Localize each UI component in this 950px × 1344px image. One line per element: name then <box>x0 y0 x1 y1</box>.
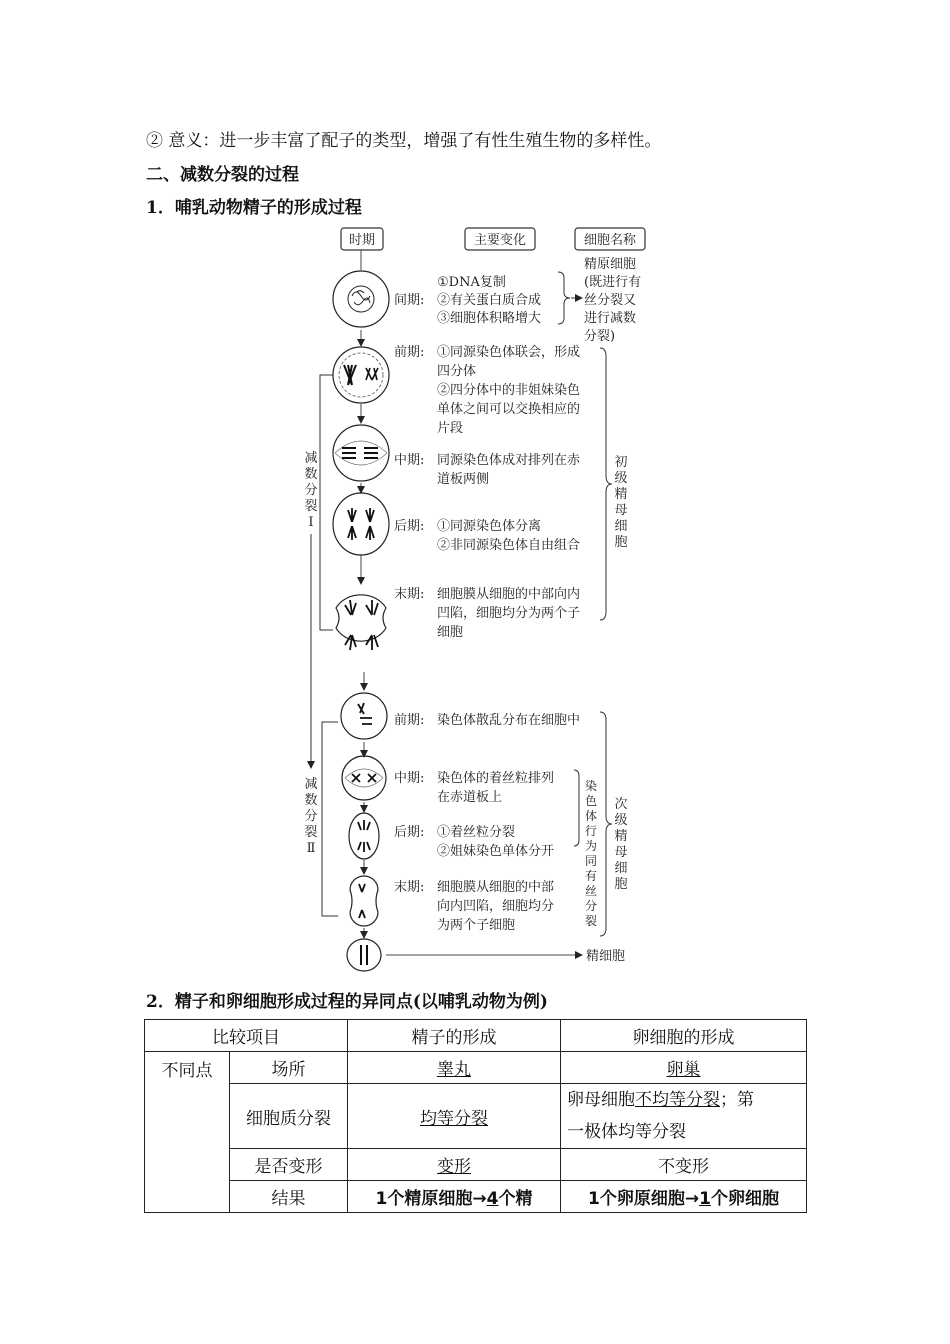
header-changes: 主要变化 <box>473 233 527 248</box>
egg-text-underlined: 不均等分裂 <box>635 1090 720 1110</box>
row-sperm: 变形 <box>348 1149 561 1181</box>
row-item: 结果 <box>230 1181 348 1213</box>
interphase-cellname-2: (既进行有 <box>584 275 642 290</box>
m1-prophase-line-1: ①同源染色体联会，形成 <box>437 345 581 360</box>
row-egg: 卵巢 <box>561 1052 807 1084</box>
m1-telophase-label: 末期: <box>394 587 425 602</box>
table-row <box>145 1149 807 1181</box>
m2-note-5: 为 <box>584 839 598 853</box>
header-compare-item: 比较项目 <box>145 1020 348 1052</box>
row-egg <box>561 1084 807 1149</box>
meiosis1-label-1: 减 <box>304 451 318 466</box>
m1-telophase-line-1: 细胞膜从细胞的中部向内 <box>437 587 581 602</box>
meiosis1-bracket <box>320 375 333 630</box>
row-item: 场所 <box>230 1052 348 1084</box>
header-egg: 卵细胞的形成 <box>561 1020 807 1052</box>
m2-telophase-line-3: 为两个子细胞 <box>437 918 516 933</box>
table-row <box>145 1181 807 1213</box>
meiosis1-cellname-brace <box>600 348 612 620</box>
meiosis1-telophase-cell <box>336 595 386 650</box>
m1-telophase-line-3: 细胞 <box>437 625 464 640</box>
m2-cellname-4: 母 <box>614 845 628 860</box>
final-cell-label: 精细胞 <box>586 949 626 964</box>
meiosis2-label-2: 数 <box>304 793 318 808</box>
section-2-title: 二、减数分裂的过程 <box>146 165 299 185</box>
m2-metaphase-line-1: 染色体的着丝粒排列 <box>437 771 555 786</box>
m1-cellname-3: 精 <box>614 487 628 502</box>
m2-cellname-1: 次 <box>614 797 628 812</box>
m2-anaphase-line-2: ②姐妹染色单体分开 <box>437 844 555 859</box>
m1-telophase-line-2: 凹陷，细胞均分为两个子 <box>437 606 581 621</box>
m2-cellname-6: 胞 <box>614 877 628 892</box>
m1-prophase-line-2: 四分体 <box>437 364 477 379</box>
interphase-cellname-5: 分裂) <box>584 329 616 344</box>
m2-telophase-line-1: 细胞膜从细胞的中部 <box>437 880 555 895</box>
row-sperm: 均等分裂 <box>348 1084 561 1149</box>
meiosis2-cellname-brace <box>600 712 612 936</box>
m1-anaphase-label: 后期: <box>394 519 425 534</box>
m2-metaphase-line-2: 在赤道板上 <box>437 790 503 805</box>
m1-cellname-6: 胞 <box>614 535 628 550</box>
m2-note-brace-left <box>574 770 579 846</box>
meiosis2-anaphase-cell <box>349 813 379 859</box>
header-sperm: 精子的形成 <box>348 1020 561 1052</box>
subsection-1-title: 1．哺乳动物精子的形成过程 <box>146 198 362 218</box>
m1-prophase-line-3: ②四分体中的非姐妹染色 <box>437 383 581 398</box>
meiosis1-label-4: 裂 <box>304 499 318 514</box>
row-item: 细胞质分裂 <box>230 1084 348 1149</box>
table-row <box>145 1084 807 1149</box>
sperm-result-number: 4 <box>486 1189 499 1209</box>
m1-cellname-1: 初 <box>614 455 628 470</box>
m1-metaphase-line-1: 同源染色体成对排列在赤 <box>437 453 581 468</box>
m2-anaphase-line-1: ①着丝粒分裂 <box>437 825 516 840</box>
m2-note-1: 染 <box>584 779 598 793</box>
egg-result-b: 个卵细胞 <box>710 1189 779 1209</box>
meiosis2-label-3: 分 <box>304 809 318 824</box>
m2-note-4: 行 <box>584 824 598 838</box>
egg-text-a: 卵母细胞 <box>567 1090 635 1110</box>
subsection-2-title: 2．精子和卵细胞形成过程的异同点(以哺乳动物为例) <box>146 992 548 1012</box>
m1-prophase-line-4: 单体之间可以交换相应的 <box>437 402 581 417</box>
m2-anaphase-label: 后期: <box>394 825 425 840</box>
egg-result-a: 1个卵原细胞→ <box>588 1189 700 1209</box>
m2-cellname-5: 细 <box>614 861 628 876</box>
meiosis2-metaphase-cell <box>342 756 386 800</box>
m2-telophase-label: 末期: <box>394 880 425 895</box>
sperm-cell <box>347 939 381 971</box>
row-egg <box>561 1181 807 1213</box>
m1-prophase-label: 前期: <box>394 345 425 360</box>
m2-telophase-line-2: 向内凹陷，细胞均分 <box>437 899 555 914</box>
row-sperm: 睾丸 <box>348 1052 561 1084</box>
row-egg: 不变形 <box>561 1149 807 1181</box>
egg-result-number: 1 <box>699 1189 711 1209</box>
m2-cellname-2: 级 <box>614 813 628 828</box>
header-cellname: 细胞名称 <box>583 233 637 248</box>
meiosis1-label-2: 数 <box>304 467 318 482</box>
meiosis2-label-5: Ⅱ <box>306 841 316 856</box>
meiosis2-telophase-cell <box>350 876 378 926</box>
row-sperm <box>348 1181 561 1213</box>
m2-prophase-line-1: 染色体散乱分布在细胞中 <box>437 713 581 728</box>
row-item: 是否变形 <box>230 1149 348 1181</box>
interphase-change-3: ③细胞体积略增大 <box>437 311 542 326</box>
meiosis1-label-5: Ⅰ <box>308 515 314 530</box>
interphase-change-2: ②有关蛋白质合成 <box>437 293 542 308</box>
m1-anaphase-line-2: ②非同源染色体自由组合 <box>437 538 581 553</box>
sperm-result-a: 1个精原细胞→ <box>375 1189 487 1209</box>
significance-text: 进一步丰富了配子的类型，增强了有性生殖生物的多样性。 <box>219 131 662 151</box>
meiosis1-anaphase-cell <box>333 493 389 555</box>
m2-note-3: 体 <box>584 809 598 823</box>
comparison-table <box>144 1019 807 1213</box>
interphase-cellname-1: 精原细胞 <box>584 257 637 272</box>
interphase-label: 间期: <box>394 293 425 308</box>
m1-metaphase-line-2: 道板两侧 <box>437 472 490 487</box>
egg-text-b: ；第 <box>720 1090 754 1110</box>
m1-cellname-5: 细 <box>614 519 628 534</box>
m2-cellname-3: 精 <box>614 829 628 844</box>
significance-prefix: ② 意义： <box>146 131 220 151</box>
m2-note-9: 分 <box>584 899 598 913</box>
meiosis1-prophase-cell <box>333 347 389 403</box>
m2-note-8: 丝 <box>584 884 598 898</box>
m2-note-7: 有 <box>584 869 598 883</box>
interphase-cell <box>333 271 389 327</box>
interphase-cellname-4: 进行减数 <box>584 311 637 326</box>
m1-cellname-4: 母 <box>614 503 628 518</box>
interphase-change-1: ①DNA复制 <box>437 275 506 290</box>
m2-prophase-label: 前期: <box>394 713 425 728</box>
meiosis2-label-1: 减 <box>304 777 318 792</box>
m1-cellname-2: 级 <box>614 471 628 486</box>
sperm-result-b: 个精 <box>498 1189 533 1209</box>
meiosis2-prophase-cell <box>341 693 387 739</box>
m1-anaphase-line-1: ①同源染色体分离 <box>437 519 542 534</box>
m1-metaphase-label: 中期: <box>394 453 425 468</box>
m2-note-10: 裂 <box>584 914 598 928</box>
m1-prophase-line-5: 片段 <box>437 421 464 436</box>
m2-note-2: 色 <box>584 794 598 808</box>
meiosis1-metaphase-cell <box>333 425 389 481</box>
group-label: 不同点 <box>145 1052 230 1213</box>
egg-text-line2: 一极体均等分裂 <box>567 1122 686 1142</box>
m2-note-6: 同 <box>584 854 598 868</box>
meiosis2-bracket <box>322 722 338 916</box>
interphase-brace <box>558 272 570 324</box>
table-row <box>145 1052 807 1084</box>
meiosis2-label-4: 裂 <box>304 825 318 840</box>
table-header-row <box>145 1020 807 1052</box>
meiosis1-label-3: 分 <box>304 483 318 498</box>
m2-metaphase-label: 中期: <box>394 771 425 786</box>
interphase-cellname-3: 丝分裂又 <box>584 293 637 308</box>
header-phase: 时期 <box>348 233 376 248</box>
